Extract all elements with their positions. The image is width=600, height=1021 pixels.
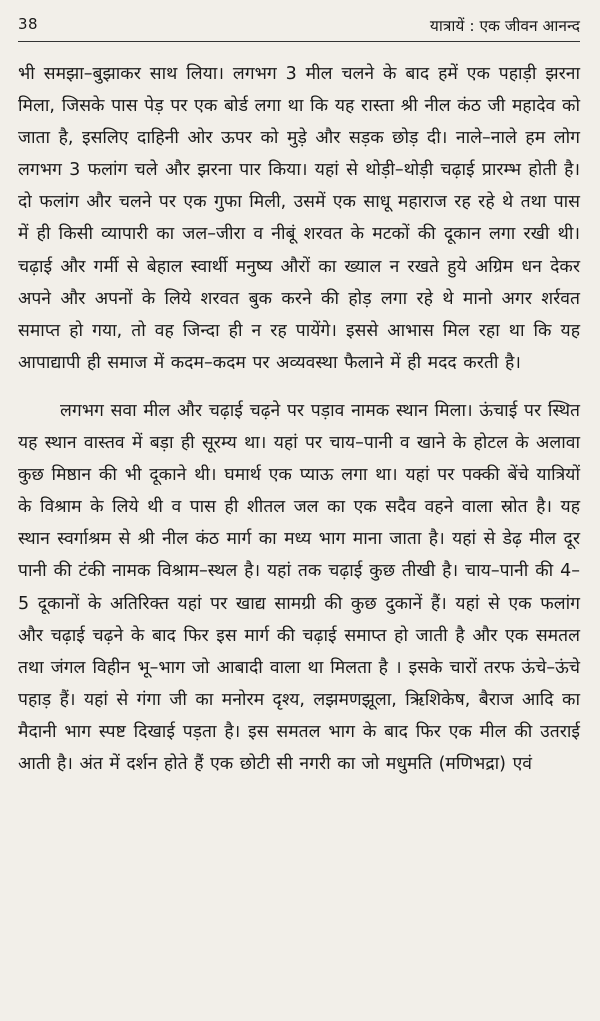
body-text: [18, 44, 580, 780]
paragraph-1: भी समझा–बुझाकर साथ लिया। लगभग 3 मील चलने के बाद हमें एक पहाड़ी झरना मिला, जिसके पास पेड़ पर एक बोर्ड लगा था कि यह रास्ता श्री नील कंठ जी महादेव को जाता है, इसलिए दाहिनी ओर ऊपर को मुड़े और सड़क छोड़ दी। नाले–नाले हम लोग लगभग 3 फलांग चले और झरना पार किया। यहां से थोड़ी–थोड़ी चढ़ाई प्रारम्भ होती है। दो फलांग और चलने पर एक गुफा मिली, उसमें एक साधू महाराज रह रहे थे तथा पास में ही किसी व्यापारी का जल–जीरा व नीबूं शरवत के मटकों की दूकान लगा रखी थी। चढ़ाई और गर्मी से बेहाल स्वार्थी मनुष्य औरों का ख्याल न रखते हुये अग्रिम धन देकर अपने और अपनों के लिये शरवत बुक करने की होड़ लगा रहे थे मानो अगर शर्रवत समाप्त हो गया, तो वह जिन्दा ही न रह पायेंगे। इससे आभास मिल रहा था कि यह आपाद्यापी ही समाज में कदम–कदम पर अव्यवस्था फैलाने में ही मदद करती है।: [18, 64, 580, 373]
page-header: [18, 0, 580, 44]
page-number: 38: [18, 15, 39, 33]
header-rule: [18, 41, 580, 42]
paragraph-2: लगभग सवा मील और चढ़ाई चढ़ने पर पड़ाव नामक स्थान मिला। ऊंचाई पर स्थित यह स्थान वास्तव में बड़ा ही सूरम्य था। यहां पर चाय–पानी व खाने के होटल के अलावा कुछ मिष्ठान की भी दूकाने थी। घमार्थ एक प्याऊ लगा था। यहां पर पक्की बेंचे यात्रियों के विश्राम के लिये थी व पास ही शीतल जल का एक सदैव वहने वाला स्रोत है। यह स्थान स्वर्गाश्रम से श्री नील कंठ मार्ग का मध्य भाग माना जाता है। यहां से डेढ़ मील दूर पानी की टंकी नामक विश्राम–स्थल है। यहां तक चढ़ाई कुछ तीखी है। चाय–पानी की 4–5 दूकानों के अतिरिक्त यहां पर खाद्य सामग्री की कुछ दुकानें हैं। यहां से एक फलांग और चढ़ाई चढ़ने के बाद फिर इस मार्ग की चढ़ाई समाप्त हो जाती है और एक समतल तथा जंगल विहीन भू–भाग जो आबादी वाला था मिलता है । इसके चारों तरफ ऊंचे–ऊंचे पहाड़ हैं। यहां से गंगा जी का मनोरम दृश्य, लझमणझूला, ऋिशिकेष, बैराज आदि का मैदानी भाग स्पष्ट दिखाई पड़ता है। इस समतल भाग के बाद फिर एक मील की उतराई आती है। अंत में दर्शन होते हैं एक छोटी सी नगरी का जो मधुमति (मणिभद्रा) एवं: [18, 400, 580, 774]
running-title: यात्रायें : एक जीवन आनन्द: [429, 17, 580, 35]
